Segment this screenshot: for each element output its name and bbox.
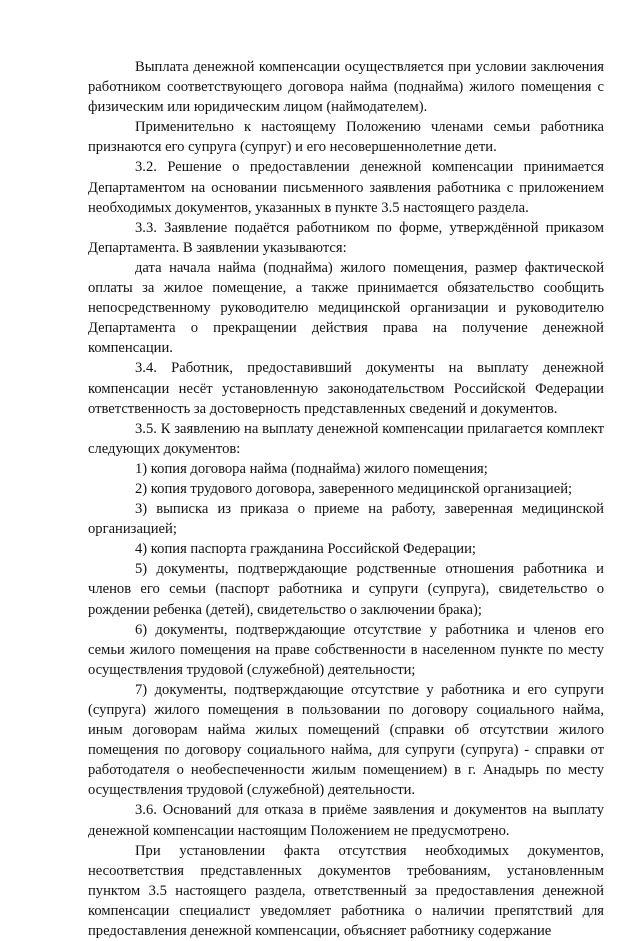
paragraph-payment-condition: Выплата денежной компенсации осуществляется при условии заключения работником соответствующего договора найма (поднайма) жилого помещения с физическим или юридическим лицом (наймодателем). (88, 59, 604, 116)
paragraph-3-6: 3.6. Оснований для отказа в приёме заявления и документов на выплату денежной компенсации настоящим Положением не предусмотрено. (88, 802, 604, 839)
paragraph-family-members: Применительно к настоящему Положению членами семьи работника признаются его супруга (супруг) и его несовершеннолетние дети. (88, 119, 604, 156)
document-page (88, 57, 604, 941)
paragraph-application-contents: дата начала найма (поднайма) жилого помещения, размер фактической оплаты за жилое помещение, а также принимается обязательство сообщить непосредственному руководителю медицинской организации и руководителю Департамента о прекращении действия права на получение денежной компенсации. (88, 259, 604, 357)
list-item-2: 2) копия трудового договора, заверенного медицинской организацией; (135, 480, 573, 497)
paragraph-3-2: 3.2. Решение о предоставлении денежной компенсации принимается Департаментом на основании письменного заявления работника с приложением необходимых документов, указанных в пункте 3.5 настоящего раздела. (88, 159, 604, 216)
paragraph-missing-documents: При установлении факта отсутствия необходимых документов, несоответствия представленных документов требованиям, установленным пунктом 3.5 настоящего раздела, ответственный за предоставления денежной компенсации специалист уведомляет работника о наличии препятствий для предоставления денежной компенсации, объясняет работнику содержание (88, 842, 604, 940)
list-item-3: 3) выписка из приказа о приеме на работу, заверенная медицинской организацией; (88, 501, 604, 538)
paragraph-3-4: 3.4. Работник, предоставивший документы на выплату денежной компенсации несёт установленную законодательством Российской Федерации ответственность за достоверность представленных сведений и документов. (88, 360, 604, 417)
paragraph-3-3: 3.3. Заявление подаётся работником по форме, утверждённой приказом Департамента. В заявлении указываются: (88, 219, 604, 256)
list-item-5: 5) документы, подтверждающие родственные отношения работника и членов его семьи (паспорт работника и супруги (супруга), свидетельство о рождении ребенка (детей), свидетельство о заключении брака); (88, 561, 604, 618)
list-item-7: 7) документы, подтверждающие отсутствие у работника и его супруги (супруга) жилого помещения в пользовании по договору социального найма, иным договорам найма жилых помещений (справки об отсутствии жилого помещения по договору социального найма, для супруги (супруга) - справки от работодателя о необеспеченности жилым помещением) в г. Анадырь по месту осуществления трудовой (служебной) деятельности. (88, 681, 604, 799)
list-item-1: 1) копия договора найма (поднайма) жилого помещения; (135, 460, 488, 477)
list-item-6: 6) документы, подтверждающие отсутствие у работника и членов его семьи жилого помещения на праве собственности в населенном пункте по месту осуществления трудовой (служебной) деятельности; (88, 621, 604, 678)
paragraph-3-5: 3.5. К заявлению на выплату денежной компенсации прилагается комплект следующих документов: (88, 420, 604, 457)
list-item-4: 4) копия паспорта гражданина Российской Федерации; (135, 541, 476, 558)
